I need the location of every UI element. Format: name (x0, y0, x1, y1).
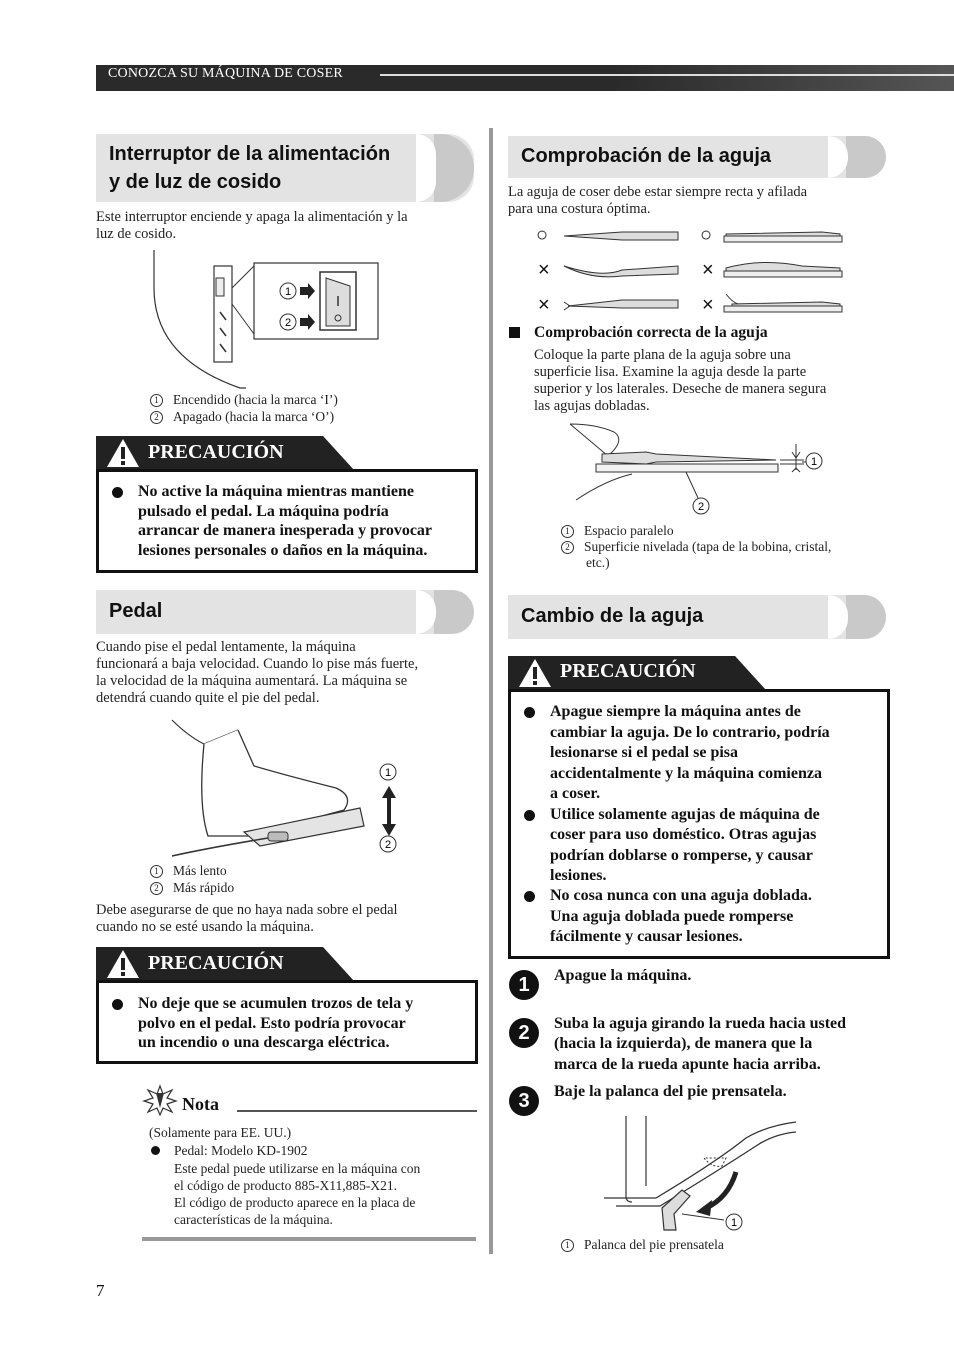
callout-1: 1 (810, 456, 818, 468)
needle-check-title: Comprobación de la aguja (521, 145, 772, 167)
note-line3: Este pedal puede utilizarse en la máquina con (174, 1161, 421, 1176)
caution-label-3: PRECAUCIÓN (560, 660, 696, 682)
needle-check-text-line2: para una costura óptima. (508, 201, 651, 217)
caution3-b2-line3: podrían doblarse o romperse, y causar (550, 847, 813, 864)
callout-2: 2 (150, 882, 163, 895)
step-1-line1: Apague la máquina. (554, 967, 692, 984)
needle-flat-surface-illustration (566, 420, 836, 520)
callout-1: 1 (384, 767, 392, 779)
bullet (112, 487, 123, 498)
needle-check-sub-line3: superior y los laterales. Deseche de manera segura (534, 381, 827, 397)
foot-pedal-illustration (168, 716, 408, 862)
callout-2: 2 (561, 541, 574, 554)
power-caption-1-text: Encendido (hacia la marca ‘I’) (173, 392, 338, 407)
pedal-caption-2-text: Más rápido (173, 880, 235, 895)
callout-1: 1 (561, 525, 574, 538)
note-line6: características de la máquina. (174, 1212, 333, 1227)
power-text-line1: Este interruptor enciende y apaga la alimentación y la (96, 209, 408, 225)
bullet (524, 810, 535, 821)
note-icon (142, 1084, 178, 1116)
note-line1: (Solamente para EE. UU.) (149, 1125, 292, 1140)
ok-mark: ○ (536, 224, 549, 246)
bad-mark: × (702, 294, 714, 316)
square-bullet (509, 327, 520, 338)
column-divider (489, 128, 493, 1254)
header-title: CONOZCA SU MÁQUINA DE COSER (108, 66, 349, 82)
pedal-note-line1: Debe asegurarse de que no haya nada sobre el pedal (96, 902, 398, 918)
caution1-line3: arrancar de manera inesperada y provocar (138, 522, 433, 539)
caution3-b1-line5: a coser. (550, 785, 601, 802)
caution3-b2-line1: Utilice solamente agujas de máquina de (550, 806, 820, 823)
needle-check-sub-line4: las agujas dobladas. (534, 398, 650, 414)
caution3-b1-line3: lesionarse si el pedal se pisa (550, 744, 739, 761)
pedal-caption-1 (150, 863, 227, 879)
bad-mark: × (538, 294, 550, 316)
caution2-line3: un incendio o una descarga eléctrica. (138, 1034, 390, 1051)
step-number-2: 2 (509, 1018, 539, 1048)
power-caption-2 (150, 409, 334, 425)
lever-caption-1 (561, 1237, 724, 1253)
note-bottom-rule (142, 1237, 476, 1241)
pedal-text-line3: la velocidad de la máquina aumentará. La máquina se (96, 673, 408, 689)
caution3-b3-line1: No cosa nunca con una aguja doblada. (550, 887, 812, 904)
caution3-b3-line2: Una aguja doblada puede romperse (550, 908, 794, 925)
presser-foot-lever-illustration (596, 1112, 806, 1236)
callout-1: 1 (150, 865, 163, 878)
needle-caption-1-text: Espacio paralelo (584, 523, 674, 538)
step-2-line3: marca de la rueda apunte hacia arriba. (554, 1056, 821, 1073)
note-line2: Pedal: Modelo KD-1902 (174, 1143, 308, 1158)
caution3-b1-line4: accidentalmente y la máquina comienza (550, 765, 822, 782)
power-caption-2-text: Apagado (hacia la marca ‘O’) (173, 409, 335, 424)
pedal-text-line2: funcionará a baja velocidad. Cuando lo pise más fuerte, (96, 656, 419, 672)
bullet (524, 891, 535, 902)
bullet (112, 999, 123, 1010)
needle-comparison-grid (530, 222, 850, 318)
bullet (151, 1146, 160, 1155)
pedal-text-line4: detendrá cuando quite el pie del pedal. (96, 690, 320, 706)
power-switch-illustration (150, 248, 382, 392)
lever-caption-1-text: Palanca del pie prensatela (584, 1237, 724, 1252)
callout-2: 2 (697, 501, 705, 513)
caution3-b1-line2: cambiar la aguja. De lo contrario, podría (550, 724, 830, 741)
warning-icon (106, 949, 140, 979)
caution3-b2-line4: lesiones. (550, 867, 607, 884)
pedal-title: Pedal (109, 600, 163, 622)
step-3-line1: Baje la palanca del pie prensatela. (554, 1083, 787, 1100)
needle-caption-2-cont: etc.) (586, 555, 610, 570)
caution1-line1: No active la máquina mientras mantiene (138, 483, 414, 500)
bad-mark: × (702, 259, 714, 281)
pedal-caption-2 (150, 880, 234, 896)
note-line4: el código de producto 885-X11,885-X21. (174, 1178, 397, 1193)
needle-check-text-line1: La aguja de coser debe estar siempre recta y afilada (508, 184, 808, 200)
step-number-1: 1 (509, 970, 539, 1000)
pedal-note-line2: cuando no se esté usando la máquina. (96, 919, 314, 935)
note-title: Nota (182, 1094, 219, 1114)
callout-1: 1 (284, 286, 292, 298)
note-rule (237, 1110, 477, 1112)
pedal-text-line1: Cuando pise el pedal lentamente, la máquina (96, 639, 356, 655)
bad-mark: × (538, 259, 550, 281)
power-title-line1: Interruptor de la alimentación (109, 143, 391, 165)
step-number-3: 3 (509, 1086, 539, 1116)
callout-2: 2 (150, 411, 163, 424)
callout-2: 2 (284, 317, 292, 329)
needle-caption-2 (561, 539, 831, 555)
ok-mark: ○ (700, 224, 713, 246)
needle-caption-2-text: Superficie nivelada (tapa de la bobina, cristal, (584, 539, 832, 554)
caution-label-1: PRECAUCIÓN (148, 441, 284, 463)
bullet (524, 707, 535, 718)
needle-change-title: Cambio de la aguja (521, 605, 704, 627)
callout-2: 2 (384, 839, 392, 851)
power-title-line2: y de luz de cosido (109, 171, 282, 193)
needle-check-sub-line1: Coloque la parte plana de la aguja sobre una (534, 347, 791, 363)
caution3-b1-line1: Apague siempre la máquina antes de (550, 703, 801, 720)
power-text-line2: luz de cosido. (96, 226, 177, 242)
note-line5: El código de producto aparece en la placa de (174, 1195, 416, 1210)
caution3-b2-line2: coser para uso doméstico. Otras agujas (550, 826, 817, 843)
step-2-line1: Suba la aguja girando la rueda hacia usted (554, 1015, 847, 1032)
pedal-caption-1-text: Más lento (173, 863, 227, 878)
page-number: 7 (96, 1281, 105, 1300)
needle-check-sub-line2: superficie lisa. Examine la aguja desde la parte (534, 364, 807, 380)
caution2-line1: No deje que se acumulen trozos de tela y (138, 995, 414, 1012)
needle-caption-1 (561, 523, 674, 539)
needle-check-subtitle: Comprobación correcta de la aguja (534, 324, 768, 341)
power-caption-1 (150, 392, 338, 408)
caution1-line4: lesiones personales o daños en la máquina. (138, 542, 428, 559)
warning-icon (106, 438, 140, 468)
step-2-line2: (hacia la izquierda), de manera que la (554, 1035, 813, 1052)
caution3-b3-line3: fácilmente y causar lesiones. (550, 928, 743, 945)
header-rule (380, 74, 954, 76)
warning-icon (518, 658, 552, 688)
callout-1: 1 (730, 1217, 738, 1229)
caution-label-2: PRECAUCIÓN (148, 952, 284, 974)
callout-1: 1 (150, 394, 163, 407)
callout-1: 1 (561, 1239, 574, 1252)
caution1-line2: pulsado el pedal. La máquina podría (138, 503, 389, 520)
caution2-line2: polvo en el pedal. Esto podría provocar (138, 1015, 406, 1032)
